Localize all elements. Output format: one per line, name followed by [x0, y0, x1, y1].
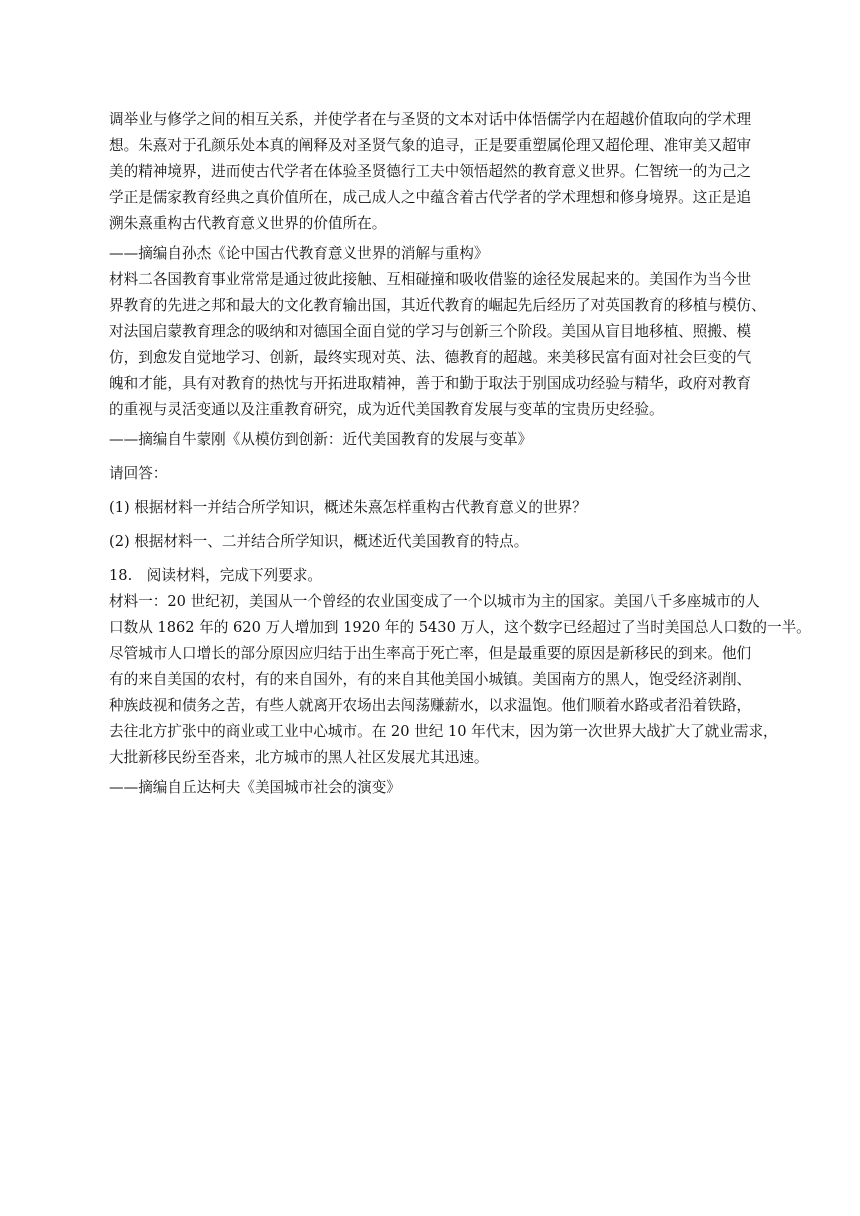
paragraph-line: 口数从 1862 年的 620 万人增加到 1920 年的 5430 万人，这个数字已经超过了当时美国总人口数的一半。 [109, 619, 811, 636]
paragraph-line: 魄和才能，具有对教育的热忱与开拓进取精神，善于和勤于取法于别国成功经验与精华，政府对教育 [109, 375, 752, 392]
paragraph-line: 对法国启蒙教育理念的吸纳和对德国全面自觉的学习与创新三个阶段。美国从盲目地移植、照搬、模 [109, 323, 752, 340]
paragraph-line: 去往北方扩张中的商业或工业中心城市。在 20 世纪 10 年代末，因为第一次世界大战扩大了就业需求， [109, 723, 778, 740]
questions-block [109, 461, 777, 555]
paragraph-line: 想。朱熹对于孔颜乐处本真的阐释及对圣贤气象的追寻，正是要重塑属伦理又超伦理、准审美又超审 [109, 137, 752, 154]
question-2: (2) 根据材料一、二并结合所学知识，概述近代美国教育的特点。 [109, 533, 529, 550]
paragraph-line: 材料二各国教育事业常常是通过彼此接触、互相碰撞和吸收借鉴的途径发展起来的。美国作为当今世 [109, 271, 752, 288]
paragraph-line: 仿，到愈发自觉地学习、创新，最终实现对英、法、德教育的超越。来美移民富有面对社会巨变的气 [109, 349, 752, 366]
page-content [109, 107, 811, 801]
material-one-continuation [109, 107, 777, 267]
paragraph-line: 大批新移民纷至沓来，北方城市的黑人社区发展尤其迅速。 [109, 749, 489, 766]
paragraph-line: 尽管城市人口增长的部分原因应归结于出生率高于死亡率，但是最重要的原因是新移民的到来。他们 [109, 645, 752, 662]
paragraph-line: 种族歧视和债务之苦，有些人就离开农场出去闯荡赚薪水，以求温饱。他们顺着水路或者沿着铁路， [109, 697, 752, 714]
material-two [109, 267, 777, 453]
paragraph-line: 有的来自美国的农村，有的来自国外，有的来自其他美国小城镇。美国南方的黑人，饱受经济剥削、 [109, 671, 752, 688]
paragraph-line: 美的精神境界，进而使古代学者在体验圣贤德行工夫中领悟超然的教育意义世界。仁智统一的为己之 [109, 163, 752, 180]
material-two-source: ——摘编自牛蒙刚《从模仿到创新：近代美国教育的发展与变革》 [109, 431, 533, 448]
paragraph-line: 界教育的先进之邦和最大的文化教育输出国，其近代教育的崛起先后经历了对英国教育的移植与模仿、 [109, 297, 766, 314]
paragraph-line: 学正是儒家教育经典之真价值所在，成己成人之中蕴含着古代学者的学术理想和修身境界。这正是追 [109, 189, 752, 206]
paragraph-line: 调举业与修学之间的相互关系，并使学者在与圣贤的文本对话中体悟儒学内在超越价值取向的学术理 [109, 111, 752, 128]
question-18-heading: 18. 阅读材料，完成下列要求。 [109, 567, 322, 584]
paragraph-line: 的重视与灵活变通以及注重教育研究，成为近代美国教育发展与变革的宝贵历史经验。 [109, 401, 664, 418]
material-one-source: ——摘编自孙杰《论中国古代教育意义世界的消解与重构》 [109, 245, 489, 262]
paragraph-line: 溯朱熹重构古代教育意义世界的价值所在。 [109, 215, 387, 232]
question-1: (1) 根据材料一并结合所学知识，概述朱熹怎样重构古代教育意义的世界？ [109, 499, 587, 516]
answer-prompt: 请回答： [109, 465, 168, 482]
question-18 [109, 563, 811, 801]
question-18-source: ——摘编自丘达柯夫《美国城市社会的演变》 [109, 779, 401, 796]
paragraph-line: 材料一：20 世纪初，美国从一个曾经的农业国变成了一个以城市为主的国家。美国八千多座城市的人 [109, 593, 760, 610]
